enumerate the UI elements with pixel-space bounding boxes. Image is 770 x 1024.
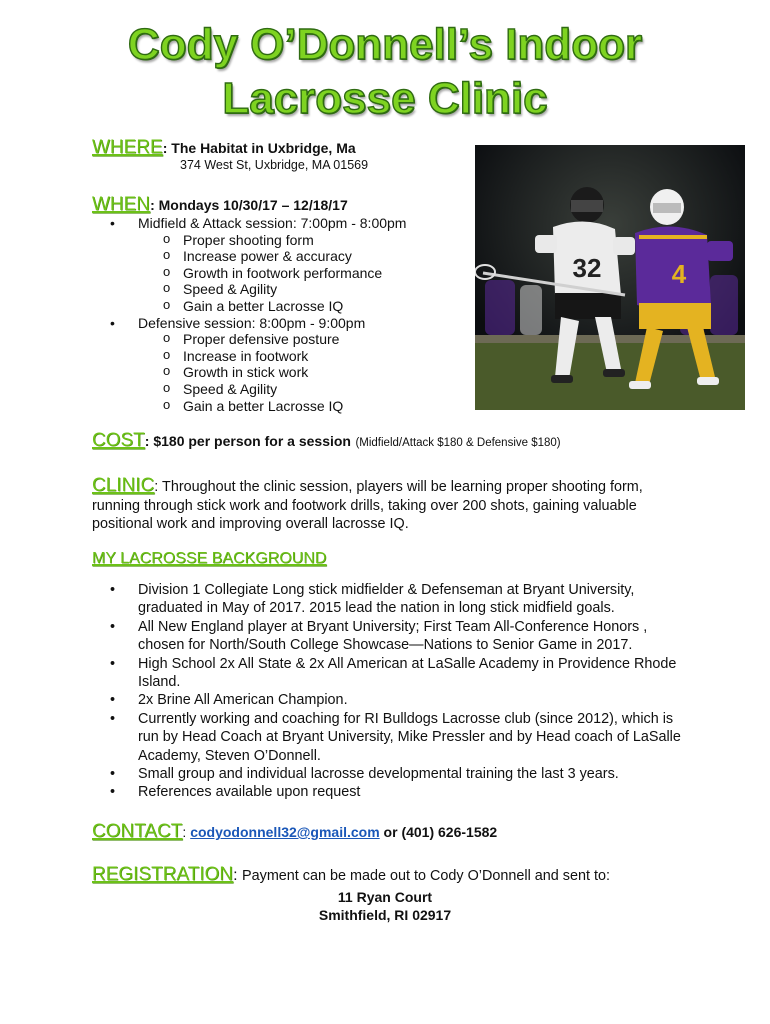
lacrosse-players-illustration bbox=[475, 145, 745, 410]
background-heading: MY LACROSSE BACKGROUND bbox=[92, 550, 327, 567]
session-goal: o Increase in footwork bbox=[138, 348, 472, 365]
session-goal: o Gain a better Lacrosse IQ bbox=[138, 398, 472, 415]
lacrosse-action-photo bbox=[475, 145, 745, 410]
contact-email-link[interactable]: codyodonnell32@gmail.com bbox=[190, 824, 380, 840]
background-item: • All New England player at Bryant University; First Team All-Conference Honors , chosen for North/South College Showcase—Nations to Senior Game in 2017. bbox=[92, 618, 692, 655]
session-goal: o Proper shooting form bbox=[138, 232, 472, 249]
session-goal: o Increase power & accuracy bbox=[138, 248, 472, 265]
where-address: 374 West St, Uxbridge, MA 01569 bbox=[180, 158, 369, 172]
session-goal: o Speed & Agility bbox=[138, 281, 472, 298]
contact-label: CONTACT bbox=[92, 821, 183, 842]
title-line-2: Lacrosse Clinic bbox=[222, 74, 548, 123]
when-value: : Mondays 10/30/17 – 12/18/17 bbox=[150, 197, 348, 213]
registration-address-line-1: 11 Ryan Court bbox=[337, 889, 433, 905]
registration-text: Payment can be made out to Cody O’Donnell and sent to: bbox=[242, 868, 610, 884]
session-goal: o Growth in footwork performance bbox=[138, 265, 472, 282]
background-item: • 2x Brine All American Champion. bbox=[92, 691, 692, 709]
registration-section bbox=[92, 864, 610, 886]
cost-note: (Midfield/Attack $180 & Defensive $180) bbox=[355, 437, 561, 449]
session-name: Defensive session: 8:00pm - 9:00pm bbox=[138, 314, 366, 331]
contact-phone: or (401) 626-1582 bbox=[379, 824, 498, 840]
session-goal: o Growth in stick work bbox=[138, 364, 472, 381]
session-list bbox=[92, 215, 472, 414]
contact-section bbox=[92, 821, 497, 843]
title-line-1: Cody O’Donnell’s Indoor bbox=[127, 20, 643, 69]
background-item: • Division 1 Collegiate Long stick midfielder & Defenseman at Bryant University, graduated in May of 2017. 2015 lead the nation in long stick midfield goals. bbox=[92, 581, 692, 618]
background-list bbox=[92, 581, 692, 802]
cost-section bbox=[92, 430, 561, 452]
background-item: • Small group and individual lacrosse developmental training the last 3 years. bbox=[92, 765, 692, 783]
clinic-colon: : bbox=[154, 479, 159, 495]
session-name: Midfield & Attack session: 7:00pm - 8:00pm bbox=[138, 215, 407, 231]
jersey-number-left: 32 bbox=[572, 253, 602, 283]
jersey-number-right: 4 bbox=[671, 259, 687, 289]
where-value: : The Habitat in Uxbridge, Ma bbox=[162, 140, 356, 156]
background-item: • Currently working and coaching for RI Bulldogs Lacrosse club (since 2012), which is run by Head Coach at Bryant University, Mike Pressler and by Head coach of LaSalle Academy, Steven O’Donnell. bbox=[92, 710, 692, 765]
registration-address-line-2: Smithfield, RI 02917 bbox=[318, 907, 452, 923]
background-item: • References available upon request bbox=[92, 783, 692, 801]
cost-label: COST bbox=[92, 430, 145, 451]
cost-value: : $180 per person for a session bbox=[144, 433, 351, 449]
clinic-section bbox=[92, 477, 692, 534]
contact-colon: : bbox=[182, 824, 191, 840]
session-item bbox=[92, 215, 472, 315]
where-section bbox=[92, 137, 356, 159]
session-goal: o Gain a better Lacrosse IQ bbox=[138, 298, 472, 315]
session-goal: o Proper defensive posture bbox=[138, 331, 472, 348]
session-goal: o Speed & Agility bbox=[138, 381, 472, 398]
background-item: • High School 2x All State & 2x All American at LaSalle Academy in Providence Rhode Island. bbox=[92, 655, 692, 692]
where-label: WHERE bbox=[92, 137, 163, 158]
when-section bbox=[92, 194, 348, 216]
flyer-title bbox=[0, 18, 770, 126]
session-item bbox=[92, 315, 472, 415]
registration-label: REGISTRATION bbox=[92, 864, 234, 885]
when-label: WHEN bbox=[92, 194, 151, 215]
registration-colon: : bbox=[233, 867, 238, 884]
clinic-text: Throughout the clinic session, players will be learning proper shooting form, running through stick work and footwork drills, taking over 200 shots, gaining valuable positional work and improving overall lacrosse IQ. bbox=[92, 479, 643, 533]
registration-address bbox=[0, 888, 770, 924]
clinic-label: CLINIC bbox=[92, 475, 155, 496]
